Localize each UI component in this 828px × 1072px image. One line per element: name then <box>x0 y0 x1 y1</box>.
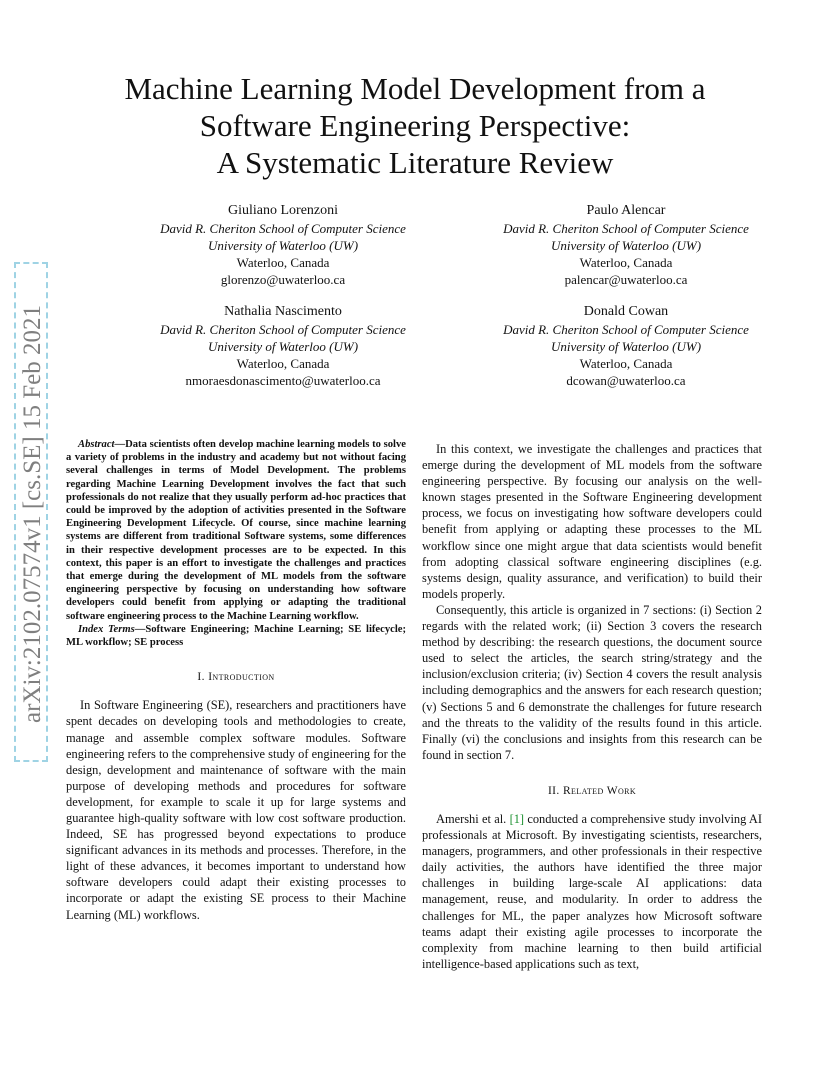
author-location: Waterloo, Canada <box>579 356 673 371</box>
author-name: Nathalia Nascimento <box>224 304 342 319</box>
author-university: University of Waterloo (UW) <box>550 339 702 354</box>
author-affiliation: David R. Cheriton School of Computer Science <box>503 221 749 236</box>
section-numeral: II. <box>547 784 563 797</box>
author-affiliation: David R. Cheriton School of Computer Science <box>160 221 406 236</box>
author-university: University of Waterloo (UW) <box>207 339 359 354</box>
author-location: Waterloo, Canada <box>236 356 330 371</box>
author-university: University of Waterloo (UW) <box>207 238 359 253</box>
citation-link[interactable]: [1] <box>509 811 525 826</box>
section-title: Introduction <box>208 671 275 684</box>
author-name: Paulo Alencar <box>586 203 666 218</box>
author-name: Donald Cowan <box>583 304 669 319</box>
related-work-text-rest: conducted a comprehensive study involving AI professionals at Microsoft. By investigating scientists, researchers, managers, programmers, and other professionals in their respective daily activities, the authors have identified the three major challenges in building large-scale AI applications: data management, reuse, and modularity. In order to address the challenges for ML, the paper analyzes how Microsoft software teams adapt their existing agile processes to incorporate the complexity from machine learning to then build artificial intelligence-based applications such as text, <box>422 811 762 971</box>
author-block-cowan <box>461 303 791 389</box>
section-title: Related Work <box>562 784 637 797</box>
author-university: University of Waterloo (UW) <box>550 238 702 253</box>
section-heading-introduction <box>66 669 406 685</box>
section-heading-related-work <box>422 783 762 799</box>
intro-paragraph-1: In Software Engineering (SE), researchers and practitioners have spent decades on developing tools and methodologies to create, manage and assemble complex software modules. Software engineering refers to the comprehensive study of engineering for the design, development and maintenance of software with the main purpose of developing methods and procedures for software development, for example to scale it up for large systems and guarantee high-quality software with low cost software production. Indeed, SE has progressed beyond expectations to produce significant advances in its methods and processes. Therefore, in the light of these advances, it becomes important to understand how software developers could adapt their existing processes to incorporate or adapt the existing SE process to their Machine Learning (ML) workflows. <box>66 698 406 922</box>
section-numeral: I. <box>197 671 209 684</box>
intro-paragraph-2: In this context, we investigate the challenges and practices that emerge during the development of ML models from the software engineering perspective. By focusing our analysis on the well-known stages presented in the Software Engineering development process, we focus on investigating how software developers could benefit from applying or adapting these processes to the ML workflow since one might argue that data scientists would benefit from adopting classical software engineering disciplines (e.g. systems design, quality assurance, and verification) to build their models properly. <box>422 442 762 601</box>
index-terms-lead: Index Terms <box>78 623 135 635</box>
author-email[interactable]: palencar@uwaterloo.ca <box>564 272 688 287</box>
abstract-text: —Data scientists often develop machine learning models to solve a variety of problems in the industry and academy but not without facing several challenges in terms of Model Development. The problems regarding Machine Learning Development involves the fact that such professionals do not realize that they usually perform ad-hoc practices that could be improved by the adoption of activities presented in the Software Engineering Development Lifecycle. Of course, since machine learning systems are different from traditional Software systems, some differences in their respective development processes are to be expected. In this context, this paper is an effort to investigate the challenges and practices that emerge during the development of ML models from the software engineering perspective by focusing on understanding how software developers could benefit from applying or adapting the traditional software engineering process to the Machine Learning workflow. <box>66 439 406 622</box>
author-location: Waterloo, Canada <box>236 255 330 270</box>
author-email[interactable]: nmoraesdonascimento@uwaterloo.ca <box>185 373 381 388</box>
abstract-lead: Abstract <box>78 439 115 450</box>
related-work-text-start: Amershi et al. <box>436 811 510 826</box>
author-email[interactable]: dcowan@uwaterloo.ca <box>566 373 686 388</box>
title-line: A Systematic Literature Review <box>216 145 614 180</box>
title-line: Software Engineering Perspective: <box>199 108 631 143</box>
author-location: Waterloo, Canada <box>579 255 673 270</box>
intro-paragraph-3: Consequently, this article is organized in 7 sections: (i) Section 2 regards with the related work; (ii) Section 3 covers the research method by describing: the research questions, the document source used to select the articles, the search string/strategy and the inclusion/exclusion criteria; (iv) Section 4 covers the result analysis including demographics and the answers for each research question; (v) Sections 5 and 6 demonstrate the challenges for future research and the threats to the validity of the results found in this article. Finally (vi) the conclusions and insights from this research can be found in section 7. <box>422 602 762 762</box>
right-column <box>422 441 762 972</box>
author-block-nascimento <box>118 303 448 389</box>
author-affiliation: David R. Cheriton School of Computer Science <box>503 322 749 337</box>
arxiv-stamp <box>14 262 48 762</box>
index-terms-text: —Software Engineering; Machine Learning; SE lifecycle; ML workflow; SE process <box>66 623 406 649</box>
left-column <box>66 438 406 923</box>
paper-title <box>60 70 770 181</box>
index-terms <box>66 623 406 649</box>
related-work-paragraph-1 <box>422 811 762 972</box>
author-block-lorenzoni <box>118 202 448 288</box>
author-name: Giuliano Lorenzoni <box>227 203 339 218</box>
title-line: Machine Learning Model Development from a <box>124 71 706 106</box>
author-affiliation: David R. Cheriton School of Computer Science <box>160 322 406 337</box>
abstract <box>66 438 406 623</box>
arxiv-identifier: arXiv:2102.07574v1 [cs.SE] 15 Feb 2021 <box>19 304 46 724</box>
author-block-alencar <box>461 202 791 288</box>
author-email[interactable]: glorenzo@uwaterloo.ca <box>220 272 346 287</box>
